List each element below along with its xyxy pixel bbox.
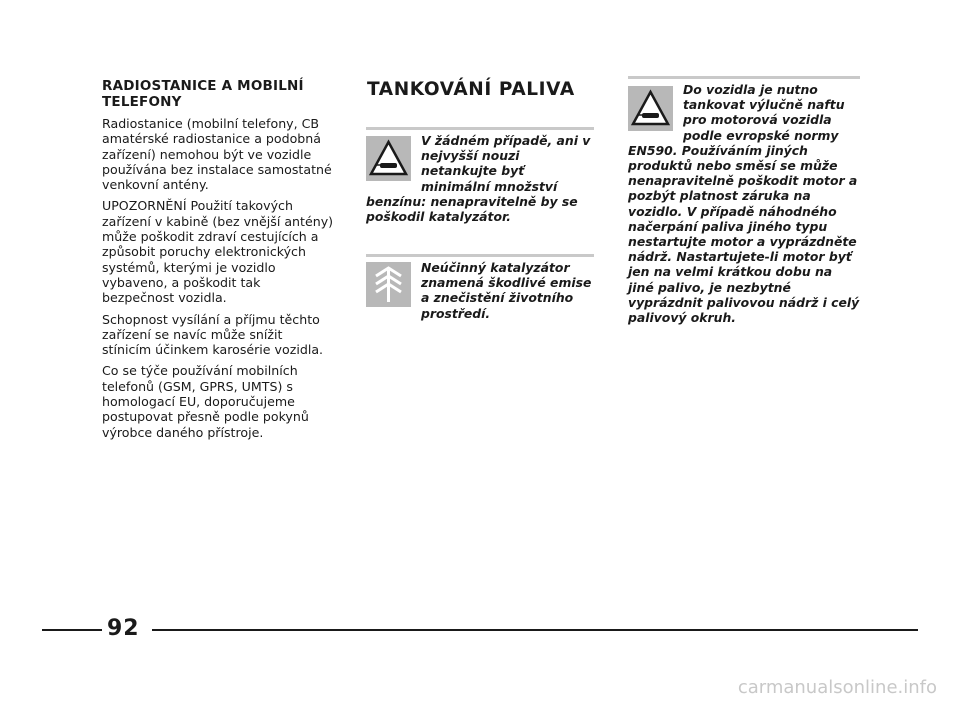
warning-diesel-note: [628, 76, 860, 325]
environment-text: Neúčinný katalyzátor znamená škodlivé emise a znečistění životního prostředí.: [421, 260, 592, 321]
left-column: [102, 78, 334, 446]
radio-paragraph-4: Co se týče používání mobilních telefonů (GSM, GPRS, UMTS) s homologací EU, doporučujeme postupovat přesně podle pokynů výrobce daného přístroje.: [102, 363, 309, 440]
radio-paragraph-1: Radiostanice (mobilní telefony, CB amatérské radiostanice a podobná zařízení) nemohou být ve vozidle používána bez instalace samostatné venkovní antény.: [102, 116, 332, 193]
environment-note: [366, 254, 594, 321]
tree-icon: [366, 262, 411, 307]
footer-rule-right: [152, 629, 918, 631]
radio-paragraph-3: Schopnost vysílání a příjmu těchto zařízení se navíc může snížit stínicím účinkem karosérie vozidla.: [102, 311, 324, 358]
footer-rule-left: [42, 629, 102, 631]
warning-triangle-icon: [628, 86, 673, 131]
watermark: carmanualsonline.info: [737, 677, 937, 698]
radio-paragraph-2: UPOZORNĚNÍ Použití takových zařízení v kabině (bez vnější antény) může poškodit zdraví cestujících a způsobit poruchy elektronických systémů, kterými je vozidlo vybaveno, a poškodit tak bezpečnost vozidla.: [102, 198, 334, 306]
section-title: TANKOVÁNÍ PALIVA: [367, 79, 575, 100]
warning-catalyst-note: [366, 127, 594, 224]
warning-catalyst-text: V žádném případě, ani v nejvyšší nouzi netankujte byť minimální množství benzínu: nenapravitelně by se poškodil katalyzátor.: [366, 133, 591, 225]
warning-diesel-text: Do vozidla je nutno tankovat výlučně naftu pro motorová vozidla podle evropské normy EN590. Používáním jiných produktů nebo směsí se může nenapravitelně poškodit motor a pozbýt platnost záruka na vozidlo. V případě náhodného načerpání paliva jiného typu nestartujte motor a vyprázdněte nádrž. Nastartujete-li motor byť jen na velmi krátkou dobu na jiné palivo, je nezbytné vyprázdnit palivovou nádrž i celý palivový okruh.: [628, 82, 860, 326]
radio-heading: RADIOSTANICE A MOBILNÍ TELEFONY: [102, 78, 304, 110]
warning-triangle-icon: [366, 136, 411, 181]
page-number: 92: [107, 616, 140, 641]
